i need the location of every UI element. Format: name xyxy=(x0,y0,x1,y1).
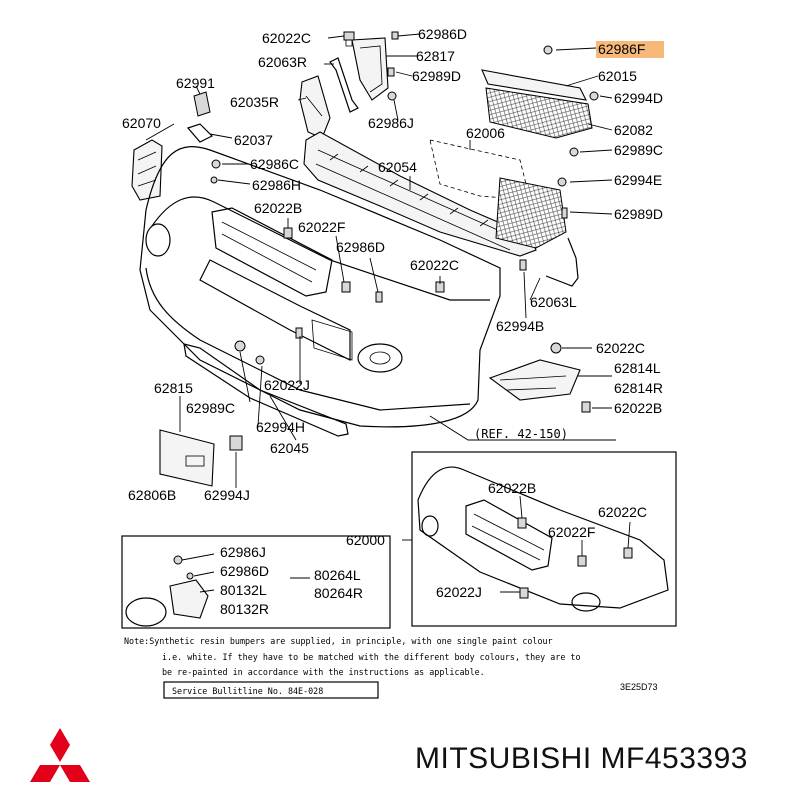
logo-diamond-top xyxy=(50,728,70,762)
label-62806b: 62806B xyxy=(128,487,177,503)
label-62986j-inset: 62986J xyxy=(220,544,266,560)
label-62022c-right: 62022C xyxy=(596,340,646,356)
label-62035r: 62035R xyxy=(230,94,280,110)
label-62022b-right: 62022B xyxy=(614,400,663,416)
label-62989d-top: 62989D xyxy=(412,68,462,84)
grille-fasteners-right xyxy=(544,46,598,286)
label-62022j-main: 62022J xyxy=(264,377,310,393)
label-62986f: 62986F xyxy=(598,41,646,57)
label-62815: 62815 xyxy=(154,380,193,396)
note-line-1: Note:Synthetic resin bumpers are supplied, in principle, with one single paint colour xyxy=(124,636,553,646)
label-62000: 62000 xyxy=(346,532,385,548)
label-80132l: 80132L xyxy=(220,582,267,598)
label-62022c-mid: 62022C xyxy=(410,257,460,273)
fog-lamp-inset xyxy=(126,556,208,626)
label-80264l: 80264L xyxy=(314,567,361,583)
duct-62814 xyxy=(490,343,590,412)
label-62991: 62991 xyxy=(176,75,215,91)
label-62022c-inset: 62022C xyxy=(598,504,648,520)
reference-label: (REF. 42-150) xyxy=(474,427,568,441)
label-62063l: 62063L xyxy=(530,294,577,310)
clip-62994j xyxy=(230,436,242,450)
drawing-code: 3E25D73 xyxy=(620,682,658,692)
note-line-3: be re-painted in accordance with the instructions as applicable. xyxy=(162,667,485,677)
mitsubishi-logo xyxy=(30,728,90,782)
label-62037: 62037 xyxy=(234,132,273,148)
label-62994e: 62994E xyxy=(614,172,663,188)
label-62082: 62082 xyxy=(614,122,653,138)
label-62989d-right: 62989D xyxy=(614,206,664,222)
bracket-62063r xyxy=(330,58,358,112)
label-62015: 62015 xyxy=(598,68,637,84)
label-62994b: 62994B xyxy=(496,318,545,334)
label-62054: 62054 xyxy=(378,159,417,175)
label-62989c-left: 62989C xyxy=(186,400,236,416)
label-62994h: 62994H xyxy=(256,419,306,435)
label-62022c-top: 62022C xyxy=(262,30,312,46)
label-62006: 62006 xyxy=(466,125,505,141)
logo-diamond-left xyxy=(30,765,60,782)
label-62989c-right: 62989C xyxy=(614,142,664,158)
label-62817: 62817 xyxy=(416,48,455,64)
brand-part-number: MITSUBISHI MF453393 xyxy=(415,742,748,775)
clip-62991 xyxy=(194,92,210,116)
label-62022f-inset: 62022F xyxy=(548,524,596,540)
bracket-62070 xyxy=(132,140,162,200)
clip-62037 xyxy=(188,124,212,142)
label-62022f-main: 62022F xyxy=(298,219,346,235)
label-62986d-mid: 62986D xyxy=(336,239,386,255)
logo-diamond-right xyxy=(60,765,90,782)
note-block xyxy=(124,636,581,677)
label-62022b-inset: 62022B xyxy=(488,480,537,496)
note-line-2: i.e. white. If they have to be matched with the different body colours, they are to xyxy=(162,652,581,662)
label-62986d-top: 62986D xyxy=(418,26,468,42)
label-62986j-top: 62986J xyxy=(368,115,414,131)
label-80132r: 80132R xyxy=(220,601,270,617)
label-62022j-inset: 62022J xyxy=(436,584,482,600)
plate-bracket-62806b xyxy=(160,430,214,486)
label-62814r: 62814R xyxy=(614,380,664,396)
label-80264r: 80264R xyxy=(314,585,364,601)
label-62070: 62070 xyxy=(122,115,161,131)
bracket-62035r xyxy=(300,76,330,138)
label-62986d-inset: 62986D xyxy=(220,563,270,579)
label-62986c: 62986C xyxy=(250,156,300,172)
label-62045: 62045 xyxy=(270,440,309,456)
label-62814l: 62814L xyxy=(614,360,661,376)
label-62063r: 62063R xyxy=(258,54,308,70)
bracket-62817 xyxy=(352,38,388,100)
label-62994j: 62994J xyxy=(204,487,250,503)
label-62994d: 62994D xyxy=(614,90,664,106)
service-bulletin: Service Bullitline No. 84E-028 xyxy=(172,686,324,696)
label-62022b-main: 62022B xyxy=(254,200,303,216)
bumper-main xyxy=(140,147,500,427)
label-62986h: 62986H xyxy=(252,177,302,193)
